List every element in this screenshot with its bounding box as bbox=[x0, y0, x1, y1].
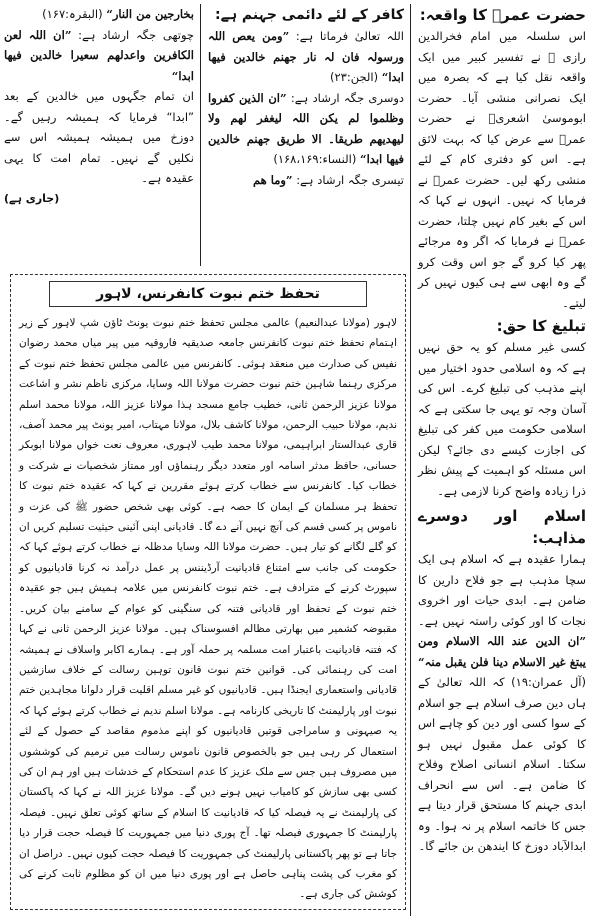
paragraph-text: دوسری جگہ ارشاد ہے: bbox=[290, 90, 405, 105]
newspaper-page bbox=[4, 4, 586, 916]
paragraph-text: چوتھی جگہ ارشاد ہے: bbox=[78, 27, 194, 42]
paragraph-text: اللہ تعالیٰ فرماتا ہے: bbox=[295, 29, 404, 43]
section-heading: حضرت عمرؓ کا واقعہ: bbox=[419, 6, 586, 24]
right-column bbox=[418, 4, 586, 916]
news-box-title: تحفظ ختم نبوت کانفرنس، لاہور bbox=[49, 281, 367, 307]
reference: (البقرہ:۱۶۷) bbox=[42, 7, 103, 21]
quran-quote: ”ومن یعص اللہ ورسولہ فان لہ نار جھنم خالدین فیھا ابدا“ bbox=[208, 29, 404, 84]
quran-quote: ”ان اللہ لعن الکافرین واعدلھم سعیرا خالدین فیھا ابدا“ bbox=[4, 27, 194, 83]
paragraph-text: ہمارا عقیدہ ہے کہ اسلام ہی ایک سچا مذہب ہے جو فلاح دارین کا ضامن ہے۔ ابدی حیات اور اخروی نجات کا اور کوئی راستہ نہیں ہے۔ bbox=[418, 552, 586, 628]
paragraph: کسی غیر مسلم کو یہ حق نہیں ہے کہ وہ اسلامی حدود اختیار میں اپنے مذہب کی تبلیغ کرے۔ اس کی آسان وجہ تو یہی جا سکتی ہے کہ اسلامی حکومت میں کفر کی تبلیغ کی اجازت کیسے دی جائے؟ لیکن اس مسئلہ کو اہمیت کے پیش نظر ذرا زیادہ واضح کرنا لازمی ہے۔ bbox=[418, 340, 586, 498]
paragraph: اس سلسلہ میں امام فخرالدین رازی ؒ نے تفسیر کبیر میں ایک واقعہ نقل کیا ہے کہ بصرہ میں ایک نصرانی منشی آیا۔ حضرت ابوموسیٰ اشعریؓ نے حضرت عمرؓ سے عرض کیا کہ بہت لائق ہے۔ اس کو دفتری کام کے لئے منشی رکھ لیں۔ حضرت عمرؓ نے فرمایا کہ نہیں۔ انہوں نے کہا کہ اس کے بغیر کام نہیں چلتا، حضرت عمرؓ نے فرمایا کہ اگر وہ مرجائے پھر کیا کرو گے جو اس وقت کرو گے وہ ابھی سے ہی کیوں نہیں کر لیتے۔ bbox=[418, 29, 586, 310]
paragraph bbox=[4, 25, 194, 87]
reference: (النساء:۱۶۸،۱۶۹) bbox=[273, 152, 357, 166]
paragraph bbox=[418, 549, 586, 857]
section-heading: اسلام اور دوسرے مذاہب: bbox=[418, 507, 586, 547]
quran-quote: بخارجین من النار“ bbox=[106, 7, 194, 21]
paragraph bbox=[208, 26, 404, 88]
paragraph bbox=[208, 170, 404, 191]
column-divider bbox=[200, 4, 201, 266]
paragraph bbox=[4, 4, 194, 25]
quran-quote: ”ان الذین کفروا وظلموا لم یکن اللہ لیغفر لھم ولا لیھدیھم طریقا۔ الا طریق جھنم خالدین فیھا ابدا“ bbox=[208, 90, 404, 166]
middle-column bbox=[208, 4, 404, 279]
quran-quote: ”ان الدین عند اللہ الاسلام ومن یبتغ غیر الاسلام دینا فلن یقبل منہ“ bbox=[418, 634, 586, 669]
reference: (الجن:۲۳) bbox=[329, 70, 379, 84]
column-divider bbox=[410, 4, 411, 916]
paragraph-text: (آل عمران:۱۹) کہ اللہ تعالیٰ کے ہاں دین صرف اسلام ہے جو اسلام کے سوا کسی اور دین کو چاہے اس کا کوئی عمل مقبول نہیں ہو سکتا۔ اسلام انسانی اصلاح وفلاح کا ضامن ہے۔ اس سے انحراف ابدی جہنم کا مستحق قرار دیتا ہے جس کا خاتمہ اسلام پر نہ ہوا۔ وہ ابدالآباد دوزخ کا ایندھن بن جائے گا۔ bbox=[418, 675, 586, 853]
left-column bbox=[4, 4, 194, 279]
section-heading: تبلیغ کا حق: bbox=[496, 317, 586, 335]
paragraph bbox=[208, 88, 404, 170]
quran-quote: ”وما ھم bbox=[252, 172, 293, 187]
news-box-body: لاہور (مولانا عبدالنعیم) عالمی مجلس تحفظ ختم نبوت یونٹ ٹاؤن شپ لاہور کے زیر اہتمام تحفظ ختم نبوت کانفرنس جامعہ صدیقیہ فاروقیہ میں پیر میاں محمد رضوان نفیس کی صدارت میں منعقد ہوئی۔ کانفرنس میں عالمی مجلس تحفظ ختم نبوت کے مرکزی رہنما شاہین ختم نبوت حضرت مولانا اللہ وسایا، مرکزی ناظم نشر و اشاعت مولانا عزیز الرحمن ثانی، خطیب جامع مسجد ہذا مولانا عزیز اللہ، مولانا محمد اسلم ندیم، مولانا حبیب الرحمن، مولانا کاشف بلال، مولانا مہتاب، امیر یونٹ پیر محمد آصف، قاری عبدالستار ابراہیمی، مولانا محمد طیب لاہوری، معروف نعت خواں مولانا ابوبکر حسانی، حافظ مدثر اسامہ اور متعدد دیگر رہنماؤں اور ممتاز شخصیات نے شرکت و خطاب کیا۔ کانفرنس سے خطاب کرتے ہوئے مقررین نے کہا کہ عقیدہ ختم نبوت کا تحفظ ہر مسلمان کے ایمان کا حصہ ہے۔ کوئی بھی شخص حضور ﷺ کی عزت و ناموس پر کسی قسم کی آنچ نہیں آنے دے گا۔ قادیانی اپنی آئینی حیثیت تسلیم کریں ان کو گلے لگانے کو تیار ہیں۔ حضرت مولانا اللہ وسایا مدظلہ نے خطاب کرتے ہوئے کہا کہ حکومت کی جانب سے امتناع قادیانیت آرڈیننس پر عمل درآمد نہ کرنا قادیانیوں کو سپورٹ کرنے کے مترادف ہے۔ ختم نبوت کانفرنس میں علامہ ہمیش ہیں جو عقیدہ ختم نبوت کے تحفظ اور قادیانی فتنہ کی سنگینی کو عوام کے سامنے بیان کریں۔ مقبوضہ کشمیر میں بھارتی مظالم افسوسناک ہیں۔ مولانا عزیز الرحمن ثانی نے کہا کہ فتنہ قادیانیت باعتبار امت مسلمہ پر حملہ آور ہے۔ ہمارے اکابر واسلاف نے ہمیشہ امت کی رہنمائی کی۔ قوانین ختم نبوت قانون توہین رسالت کے خلاف سازشیں قادیانی واستعماری ایجنڈا ہیں۔ قادیانیوں کو غیر مسلم اقلیت قرار دلوانا مجاہدین ختم نبوت اور پارلیمنٹ کا تاریخی کارنامہ ہے۔ مولانا اسلم ندیم نے خطاب کرتے ہوئے کہا کہ یہ صیہونی و سامراجی قوتیں قادیانیوں کو اپنے مذموم مقاصد کے حصول کے لئے استعمال کر رہی ہیں جو بالخصوص قانون ناموس رسالت میں ترمیم کی کوششوں میں مصروف ہیں جس سے ملک عزیز کا عدم استحکام کے خدشات ہیں اور ہم ان کی کسی بھی سازش کو کامیاب نہیں ہونے دیں گے۔ مولانا عزیز اللہ نے کہا کہ پاکستان کی پارلیمنٹ نے یہ فیصلہ کیا کہ قادیانیت کا اسلام کے ساتھ کوئی تعلق نہیں۔ فیصلہ پارلیمنٹ کا جمہوری فیصلہ تھا۔ آج پوری دنیا میں جمہوریت کا فیصلہ حجت قرار دیا جاتا ہے تو پھر پاکستانی پارلیمنٹ کی جمہوریت کا فیصلہ حجت کیوں نہیں۔ دراصل ان کو مغرب کی پشت پناہی حاصل ہے اور پوری دنیا میں ان کو مظلوم ثابت کرنے کی کوشش کی جاری ہے۔ bbox=[19, 317, 397, 901]
paragraph: ان تمام جگہوں میں خالدین کے بعد ”ابدا“ فرمایا کہ ہمیشہ رہیں گے۔ دوزخ میں ہمیشہ ہمیشہ اس سے نکلیں گے نہیں۔ تمام امت کا یہی عقیدہ ہے۔ bbox=[4, 89, 194, 185]
news-box bbox=[10, 274, 406, 910]
paragraph-text: تیسری جگہ ارشاد ہے: bbox=[296, 172, 404, 187]
section-heading: کافر کے لئے دائمی جہنم ہے: bbox=[215, 7, 404, 23]
continued-label: (جاری ہے) bbox=[4, 191, 60, 205]
